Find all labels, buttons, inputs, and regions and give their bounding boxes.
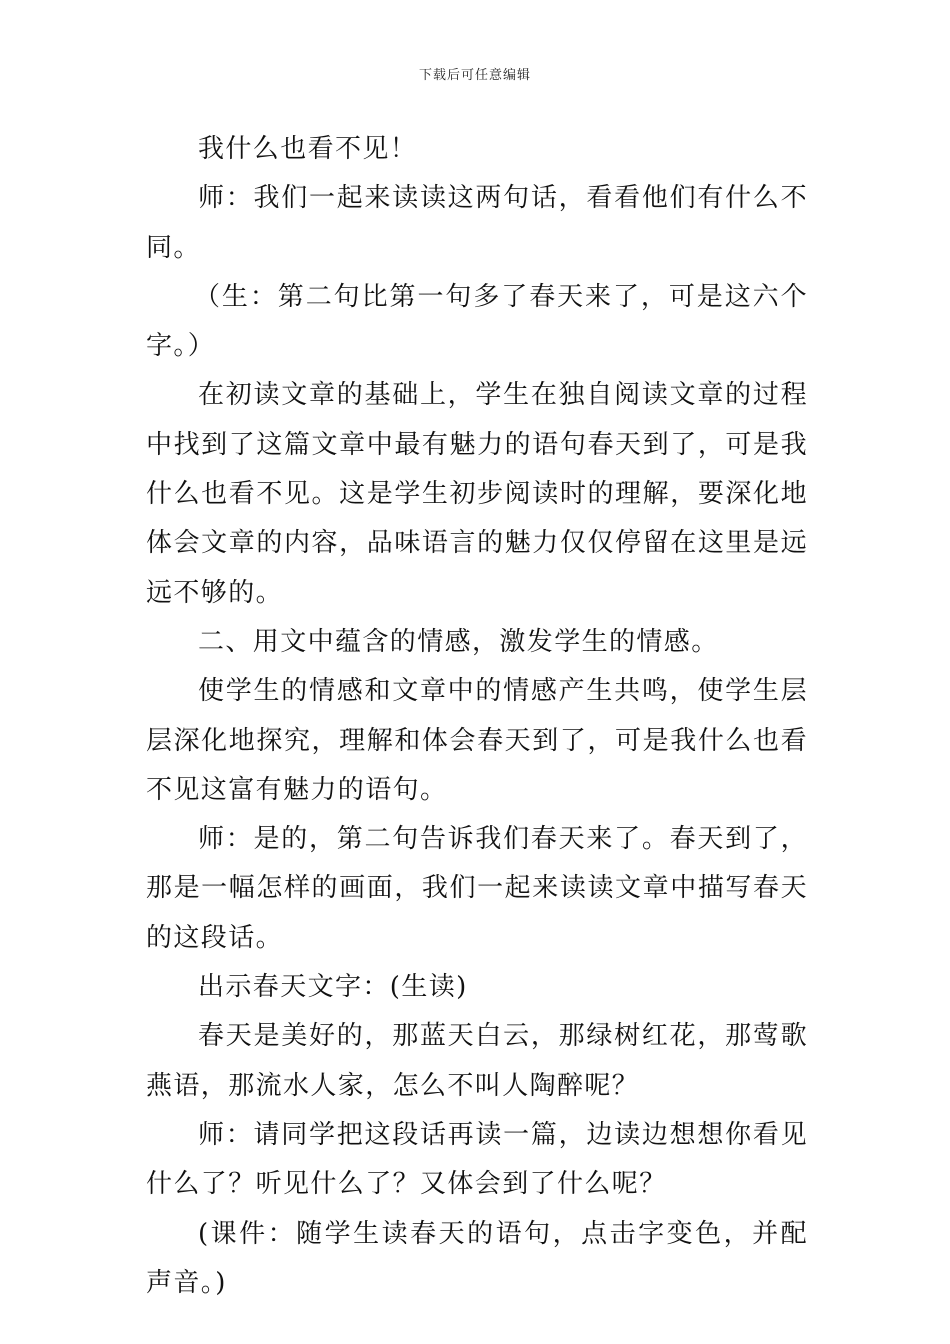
document-body [146, 125, 808, 1308]
paragraph-8: 出示春天文字：(生读) [198, 972, 468, 1003]
paragraph-3: （生：第二句比第一句多了春天来了，可是这六个字。） [146, 281, 808, 362]
paragraph-7: 师：是的，第二句告诉我们春天来了。春天到了，那是一幅怎样的画面，我们一起来读读文章中描写春天的这段话。 [146, 824, 808, 953]
paragraph-4: 在初读文章的基础上，学生在独自阅读文章的过程中找到了这篇文章中最有魅力的语句春天到了，可是我什么也看不见。这是学生初步阅读时的理解，要深化地体会文章的内容，品味语言的魅力仅仅停留在这里是远远不够的。 [146, 380, 808, 608]
page-header: 下载后可任意编辑 [418, 68, 531, 83]
paragraph-11: (课件：随学生读春天的语句，点击字变色，并配声音。) [146, 1218, 808, 1298]
paragraph-9: 春天是美好的，那蓝天白云，那绿树红花，那莺歌燕语，那流水人家，怎么不叫人陶醉呢？ [146, 1021, 808, 1101]
paragraph-6: 使学生的情感和文章中的情感产生共鸣，使学生层层深化地探究，理解和体会春天到了，可是我什么也看不见这富有魅力的语句。 [146, 676, 808, 805]
section-heading: 二、用文中蕴含的情感，激发学生的情感。 [198, 626, 719, 657]
paragraph-10: 师：请同学把这段话再读一篇，边读边想想你看见什么了？听见什么了？又体会到了什么呢？ [146, 1119, 808, 1200]
paragraph-2: 师：我们一起来读读这两句话，看看他们有什么不同。 [146, 183, 808, 263]
paragraph-1: 我什么也看不见！ [198, 134, 418, 164]
